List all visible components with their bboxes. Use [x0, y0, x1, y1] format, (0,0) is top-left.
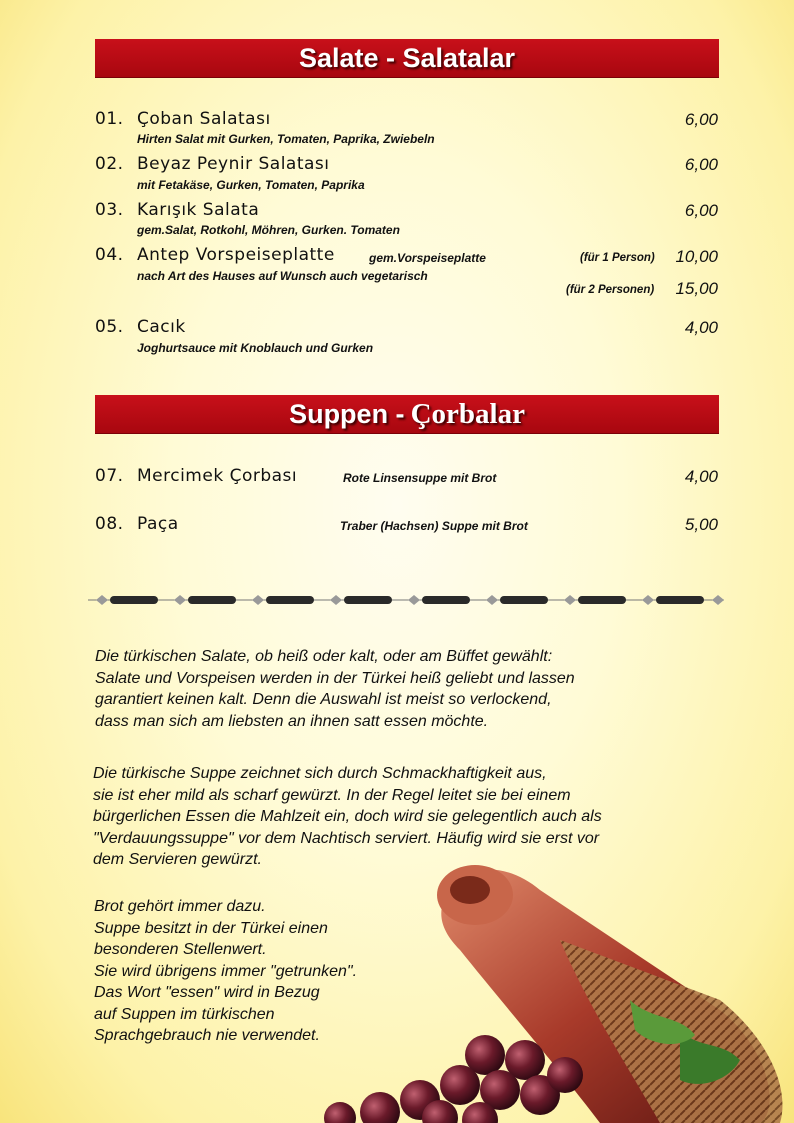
item-desc: Hirten Salat mit Gurken, Tomaten, Paprika, Zwiebeln	[137, 132, 435, 146]
item-price: 6,00	[684, 201, 718, 220]
soups-title-turkish: Çorbalar	[410, 397, 525, 430]
item-desc: mit Fetakäse, Gurken, Tomaten, Paprika	[137, 178, 365, 192]
menu-item-08: 08. Paça	[95, 514, 179, 534]
item-price: 4,00	[684, 467, 718, 486]
item-price: 4,00	[684, 318, 718, 337]
menu-item-01: 01. Çoban Salatası	[95, 109, 271, 129]
wine-bottle-grapes-illustration	[300, 850, 794, 1123]
item-desc: Rote Linsensuppe mit Brot	[343, 471, 497, 485]
item-name: Cacık	[137, 317, 186, 337]
item-price-2: 15,00	[675, 279, 718, 298]
item-price: 10,00	[675, 247, 718, 266]
ornamental-divider	[88, 592, 724, 608]
item-desc: gem.Salat, Rotkohl, Möhren, Gurken. Tomaten	[137, 223, 400, 237]
menu-item-07: 07. Mercimek Çorbası	[95, 466, 298, 486]
item-name: Antep Vorspeiseplatte	[137, 245, 335, 265]
soups-banner	[95, 395, 719, 434]
menu-item-02: 02. Beyaz Peynir Salatası	[95, 154, 330, 174]
item-price: 5,00	[684, 515, 718, 534]
soups-title: Suppen -	[289, 398, 405, 429]
item-desc: Joghurtsauce mit Knoblauch und Gurken	[137, 341, 374, 355]
item-desc: nach Art des Hauses auf Wunsch auch vegetarisch	[137, 269, 428, 283]
salads-info-text: Die türkischen Salate, ob heiß oder kalt, oder am Büffet gewählt: Salate und Vorspeisen werden in der Türkei heiß geliebt und lassen garantiert keinen kalt. Denn die Auswahl ist meist so verlockend, dass man sich am liebsten an ihnen satt essen möchte.	[95, 648, 575, 730]
item-name: Mercimek Çorbası	[137, 466, 298, 486]
item-price: 6,00	[684, 155, 718, 174]
item-name: Beyaz Peynir Salatası	[137, 154, 330, 174]
option-label-2-persons: (für 2 Personen)	[566, 284, 655, 296]
menu-item-03: 03. Karışık Salata	[95, 200, 260, 220]
salads-title: Salate - Salatalar	[298, 42, 516, 73]
item-price: 6,00	[684, 110, 718, 129]
item-name: Paça	[137, 514, 179, 534]
item-name: Karışık Salata	[137, 200, 260, 220]
salads-banner	[95, 39, 719, 78]
menu-item-05: 05. Cacık	[95, 317, 186, 337]
item-name: Çoban Salatası	[137, 109, 271, 129]
bread-soup-info-text: Brot gehört immer dazu. Suppe besitzt in der Türkei einen besonderen Stellenwert. Sie wird übrigens immer "getrunken". Das Wort "essen" wird in Bezug auf Suppen im türkischen Sprachgebrauch nie verwendet.	[94, 898, 358, 1044]
menu-item-04: 04. Antep Vorspeiseplatte	[95, 245, 335, 265]
soups-info-text: Die türkische Suppe zeichnet sich durch Schmackhaftigkeit aus, sie ist eher mild als scharf gewürzt. In der Regel leitet sie bei einem bürgerlichen Essen die Mahlzeit ein, doch wird sie gelegentlich auch als "Verdauungssuppe" vor dem Nachtisch serviert. Häufig wird sie erst vor dem Servieren gewürzt.	[93, 765, 602, 868]
item-inline-desc: gem.Vorspeiseplatte	[369, 251, 486, 265]
item-desc: Traber (Hachsen) Suppe mit Brot	[340, 519, 528, 533]
option-label-1-person: (für 1 Person)	[580, 252, 655, 264]
